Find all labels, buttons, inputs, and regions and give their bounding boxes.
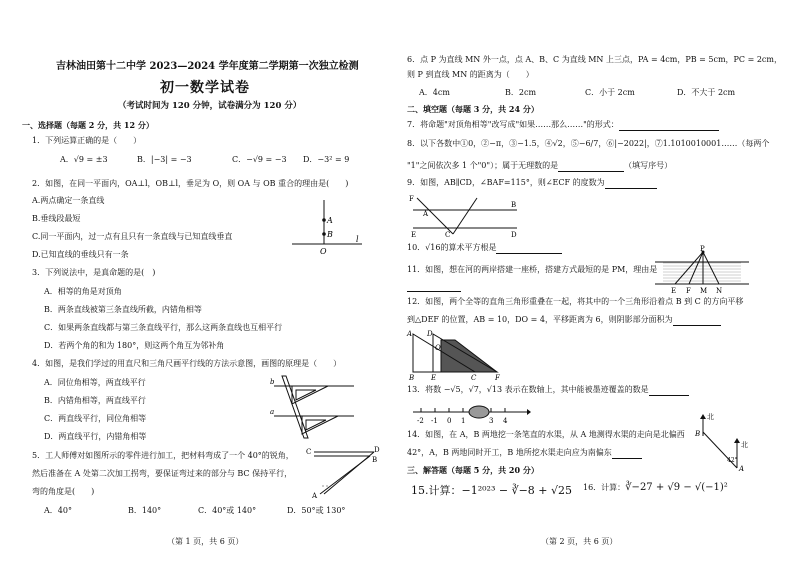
- q12-label-e: E: [431, 374, 437, 382]
- section-choice: 一、选择题（每题 2 分，共 12 分）: [22, 120, 154, 130]
- q13-tick-label: 1: [461, 417, 466, 425]
- q11-label-f: F: [686, 287, 691, 295]
- q3-text: 3．下列说法中，是真命题的是( ): [32, 268, 156, 277]
- q12-label-c: C: [471, 374, 477, 382]
- q4-text: 4．如图，是我们学过的用直尺和三角尺画平行线的方法示意图，画图的原理是（ ）: [32, 359, 342, 368]
- school-title: 吉林油田第十二中学 2023—2024 学年度第二学期第一次独立检测: [56, 61, 359, 72]
- q13-tick-label: -1: [431, 417, 438, 425]
- q15-expression: −1²⁰²³ − ∛−8 + √25: [461, 484, 573, 497]
- q14-north-b: 北: [707, 413, 714, 421]
- q2-label-o: O: [320, 247, 327, 256]
- q2-option-d: D.已知直线的垂线只有一条: [32, 250, 129, 259]
- q9-answer-blank[interactable]: [605, 178, 657, 189]
- q5-label-a: A: [312, 492, 318, 500]
- q5-label-b: B: [372, 456, 378, 464]
- q12-text-line2: [407, 315, 721, 326]
- q11-figure: [653, 246, 753, 296]
- q11-text-line1: 11．如图，想在河的两岸搭建一座桥，搭建方式最短的是 PM，理由是: [407, 265, 658, 274]
- q14-text-line1: 14．如图，在 A，B 两地挖一条笔直的水渠，从 A 地测得水渠的走向是北偏西: [407, 430, 685, 439]
- q10-prompt: 10．√16的算术平方根是: [407, 243, 497, 252]
- page-2: [397, 0, 794, 561]
- q12-label-a: A: [407, 330, 413, 338]
- q13-answer-blank[interactable]: [649, 385, 689, 396]
- q7-text: [407, 120, 719, 131]
- q1-option-d: D．−3² = 9: [303, 155, 350, 164]
- q8-text-line1: 8．以下各数中①0，②−π，③−1.5，④√2，⑤−6/7，⑥|−2022|，⑦1.1010010001……（每两个: [407, 139, 770, 148]
- section-solve: 三、解答题（每题 5 分，共 20 分）: [407, 465, 539, 475]
- q9-label-f: F: [409, 195, 414, 203]
- q13-tick-label: -2: [417, 417, 424, 425]
- q9-label-d: D: [511, 231, 517, 239]
- q6-text-line1: 6．点 P 为直线 MN 外一点，点 A、B、C 为直线 MN 上三点，PA = 4cm，PB = 5cm，PC = 2cm，: [407, 55, 783, 64]
- q3-option-c: C．如果两条直线都与第三条直线平行，那么这两条直线也互相平行: [44, 323, 283, 332]
- q4-option-a: A．同位角相等，两直线平行: [44, 378, 146, 387]
- q3-option-a: A．相等的角是对顶角: [44, 287, 122, 296]
- q2-label-l: l: [356, 235, 359, 244]
- q1-option-b: B．|−3| = −3: [137, 155, 192, 164]
- exam-note: （考试时间为 120 分钟，试卷满分为 120 分）: [118, 101, 302, 111]
- q6-option-a: A．4cm: [419, 88, 450, 97]
- exam-title: 初一数学试卷: [160, 80, 250, 96]
- q12-text-line1: 12．如图，两个全等的直角三角形重叠在一起，将其中的一个三角形沿着点 B 到 C 的方向平移: [407, 297, 744, 306]
- q14-label-a: A: [739, 465, 745, 473]
- q4-option-c: C．两直线平行，同位角相等: [44, 414, 147, 423]
- q3-option-d: D．若两个角的和为 180°，则这两个角互为邻补角: [44, 341, 225, 350]
- q12-label-o: O: [435, 344, 441, 352]
- q1-text: 1．下列运算正确的是（ ）: [32, 136, 142, 145]
- q16-expression: ∛−27 + √9 − √(−1)²: [625, 482, 728, 493]
- q2-option-b: B.垂线段最短: [32, 214, 81, 223]
- q9-label-e: E: [411, 231, 417, 239]
- q14-answer-blank[interactable]: [612, 448, 642, 459]
- q14-text-line2: [407, 448, 642, 459]
- q12-label-f: F: [495, 374, 500, 382]
- q13-prompt: 13．将数 −√5，√7，√13 表示在数轴上，其中能被墨迹覆盖的数是: [407, 385, 649, 394]
- q13-tick-label: 3: [489, 417, 494, 425]
- footer-page-2: （第 2 页，共 6 页）: [541, 537, 618, 546]
- q5-label-d: D: [374, 446, 380, 454]
- q2-label-a: A: [327, 216, 333, 225]
- q5-option-b: B．140°: [128, 506, 162, 515]
- q13-tick-label: 0: [447, 417, 452, 425]
- q5-option-a: A．40°: [44, 506, 72, 515]
- q9-label-a: A: [423, 210, 429, 218]
- q2-option-a: A.两点确定一条直线: [32, 196, 105, 205]
- q8-text-line2: [407, 161, 672, 172]
- q2-text: 2．如图，在同一平面内，OA⊥l，OB⊥l，垂足为 O，则 OA 与 OB 重合的理由是( ): [32, 179, 349, 188]
- q1-option-a: A．√9 = ±3: [60, 155, 108, 164]
- q11-label-m: M: [700, 287, 708, 295]
- footer-page-1: （第 1 页，共 6 页）: [167, 537, 244, 546]
- q13-ticks: [421, 408, 505, 412]
- q5-label-c: C: [306, 448, 312, 456]
- q13-text: [407, 385, 689, 396]
- ink-blot: [469, 406, 489, 418]
- q8-answer-blank[interactable]: [558, 161, 624, 172]
- q4-option-b: B．内错角相等，两直线平行: [44, 396, 146, 405]
- q13-tick-label: 4: [503, 417, 508, 425]
- q6-option-b: B．2cm: [505, 88, 537, 97]
- q11-label-p: P: [700, 245, 705, 253]
- q5-text-line3: 弯的角度是( ): [32, 487, 95, 496]
- q4-label-a: a: [270, 408, 275, 416]
- q3-option-b: B．两条直线被第三条直线所截，内错角相等: [44, 305, 202, 314]
- q12-label-d: D: [427, 330, 433, 338]
- q12-answer-blank[interactable]: [673, 315, 721, 326]
- q1-option-c: C．−√9 = −3: [232, 155, 287, 164]
- q9-label-b: B: [511, 201, 517, 209]
- q14-angle: 42°: [727, 457, 738, 464]
- q12-figure: [405, 328, 515, 380]
- q12-prompt: 到△DEF 的位置，AB = 10，DO = 4，平移距离为 6，则阴影部分面积为: [407, 315, 673, 324]
- q11-label-e: E: [671, 287, 677, 295]
- q10-answer-blank[interactable]: [496, 243, 562, 254]
- q5-text-line1: 5．工人师傅对如图所示的零件进行加工，把材料弯成了一个 40°的锐角，: [32, 451, 294, 460]
- q10-text: [407, 243, 562, 254]
- q2-option-c: C.同一平面内，过一点有且只有一条直线与已知直线垂直: [32, 232, 233, 241]
- q4-option-d: D．两直线平行，内错角相等: [44, 432, 147, 441]
- q5-option-c: C．40°或 140°: [198, 506, 257, 515]
- q14-north-a: 北: [741, 441, 748, 449]
- q4-label-b: b: [270, 378, 275, 386]
- q2-figure: [290, 196, 370, 258]
- q8-tail: （填写序号）: [624, 161, 673, 170]
- q7-prompt: 7．将命题"对顶角相等"改写成"如果……那么……"的形式：: [407, 120, 619, 129]
- section-fill: 二、填空题（每题 3 分，共 24 分）: [407, 104, 539, 114]
- q11-answer-row: [407, 281, 461, 292]
- q9-label-c: C: [445, 231, 451, 239]
- q6-option-d: D．不大于 2cm: [677, 88, 736, 97]
- q11-label-n: N: [716, 287, 723, 295]
- q14-prompt: 42°，A，B 两地同时开工，B 地所挖水渠走向应为南偏东: [407, 448, 612, 457]
- q6-option-c: C．小于 2cm: [585, 88, 635, 97]
- q6-text-line2: 则 P 到直线 MN 的距离为（ ）: [407, 70, 534, 79]
- q11-answer-blank[interactable]: [407, 281, 461, 292]
- q4-figure: [268, 372, 360, 444]
- q12-label-b: B: [409, 374, 415, 382]
- q15-label: 15.计算：: [411, 484, 462, 497]
- q8-prompt: "1"之间依次多 1 个"0"）；属于无理数的是: [407, 161, 559, 170]
- q9-figure: [407, 192, 527, 238]
- q14-label-b: B: [695, 430, 701, 438]
- q9-text: [407, 178, 657, 189]
- q2-label-b: B: [327, 230, 333, 239]
- q16: [583, 482, 728, 494]
- q9-prompt: 9．如图，AB∥CD，∠BAF=115°，则∠ECF 的度数为: [407, 178, 605, 187]
- q16-label: 16．计算：: [583, 483, 626, 492]
- q14-figure: [693, 410, 753, 472]
- q7-answer-blank[interactable]: [619, 120, 719, 131]
- q15: [411, 484, 572, 499]
- q5-figure: [300, 444, 380, 500]
- q5-option-d: D．50°或 130°: [287, 506, 346, 515]
- q13-number-line: [411, 402, 531, 428]
- q5-text-line2: 然后准备在 A 处第二次加工拐弯，要保证弯过来的部分与 BC 保持平行，: [32, 469, 293, 478]
